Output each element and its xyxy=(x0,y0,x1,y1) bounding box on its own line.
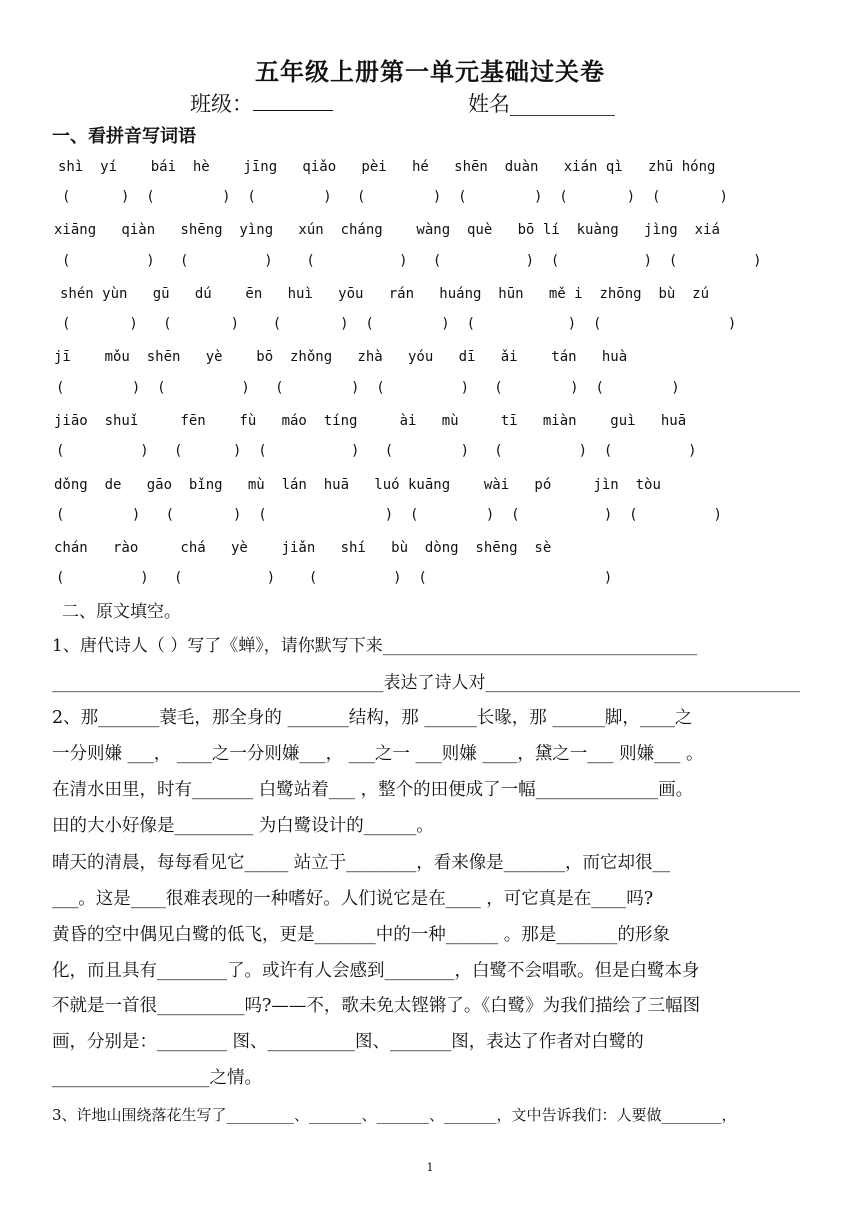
pinyin-row: dǒng de gāo bǐng mù lán huā luó kuāng wài pó jìn tòu xyxy=(54,477,661,493)
section-1-heading: 一、看拼音写词语 xyxy=(52,126,196,147)
class-blank[interactable] xyxy=(253,90,333,111)
answer-parens-row[interactable]: ( ) ( ) ( ) ( ) ( ) ( ) ( ) xyxy=(62,189,728,205)
fill-in-line[interactable]: 田的大小好像是_________ 为白鹭设计的______。 xyxy=(52,816,434,836)
fill-in-line[interactable]: 在清水田里，时有_______ 白鹭站着___ ，整个的田便成了一幅______________画。 xyxy=(52,780,694,800)
section-2-heading: 二、原文填空。 xyxy=(62,602,181,622)
fill-in-line[interactable]: 一分则嫌 ___， ____之一分则嫌___， ___之一 ___则嫌 ____，黛之一___ 则嫌___ 。 xyxy=(52,744,704,764)
pinyin-row: shì yí bái hè jīng qiǎo pèi hé shēn duàn xián qì zhū hóng xyxy=(58,159,716,175)
fill-in-line[interactable]: 晴天的清晨，每每看见它_____ 站立于________，看来像是_______，而它却很__ xyxy=(52,853,671,873)
answer-parens-row[interactable]: ( ) ( ) ( ) ( ) ( ) ( ) xyxy=(56,507,722,523)
fill-in-line[interactable]: __________________之情。 xyxy=(52,1068,262,1088)
pinyin-row: chán rào chá yè jiǎn shí bù dòng shēng sè xyxy=(54,540,552,556)
fill-in-line[interactable]: 3、许地山围绕落花生写了_________、_______、_______、_______，文中告诉我们：人要做________， xyxy=(52,1106,737,1124)
name-field xyxy=(468,88,615,118)
pinyin-row: jī mǒu shēn yè bō zhǒng zhà yóu dī ǎi tán huà xyxy=(54,349,628,365)
page-title: 五年级上册第一单元基础过关卷 xyxy=(255,58,605,86)
fill-in-line[interactable]: _______________________________________表达了诗人对_____________________________________ xyxy=(52,673,800,693)
answer-parens-row[interactable]: ( ) ( ) ( ) ( ) ( ) ( ) xyxy=(56,380,680,396)
answer-parens-row[interactable]: ( ) ( ) ( ) ( ) xyxy=(56,570,613,586)
pinyin-row: shén yùn gū dú ēn huì yōu rán huáng hūn mě i zhōng bù zú xyxy=(60,286,710,302)
fill-in-line[interactable]: 黄昏的空中偶见白鹭的低飞，更是_______中的一种______ 。那是_______的形象 xyxy=(52,925,671,945)
pinyin-row: jiāo shuǐ fēn fù máo tíng ài mù tī miàn guì huā xyxy=(54,413,687,429)
pinyin-row: xiāng qiàn shēng yìng xún cháng wàng què bō lí kuàng jìng xiá xyxy=(54,222,720,238)
class-field xyxy=(190,88,333,118)
answer-parens-row[interactable]: ( ) ( ) ( ) ( ) ( ) ( ) xyxy=(56,443,697,459)
page-number: 1 xyxy=(426,1161,434,1174)
fill-in-line[interactable]: 2、那_______蓑毛，那全身的 _______结构，那 ______长喙，那 ______脚，____之 xyxy=(52,708,693,728)
fill-in-line[interactable]: 不就是一首很__________吗?——不，歌未免太铿锵了。《白鹭》为我们描绘了三幅图 xyxy=(52,996,701,1016)
fill-in-line[interactable]: 画，分别是：________ 图、__________图、_______图，表达了作者对白鹭的 xyxy=(52,1032,644,1052)
fill-in-line[interactable]: ___。这是____很难表现的一种嗜好。人们说它是在____ ，可它真是在____吗? xyxy=(52,889,654,909)
class-label: 班级： xyxy=(190,92,253,116)
name-label: 姓名__________ xyxy=(468,92,615,116)
answer-parens-row[interactable]: ( ) ( ) ( ) ( ) ( ) ( ) xyxy=(62,316,737,332)
fill-in-line[interactable]: 1、唐代诗人（ ）写了《蝉》，请你默写下来_____________________________________ xyxy=(52,636,698,656)
answer-parens-row[interactable]: ( ) ( ) ( ) ( ) ( ) ( ) xyxy=(62,253,762,269)
fill-in-line[interactable]: 化，而且具有________了。或许有人会感到________，白鹭不会唱歌。但是白鹭本身 xyxy=(52,961,700,981)
